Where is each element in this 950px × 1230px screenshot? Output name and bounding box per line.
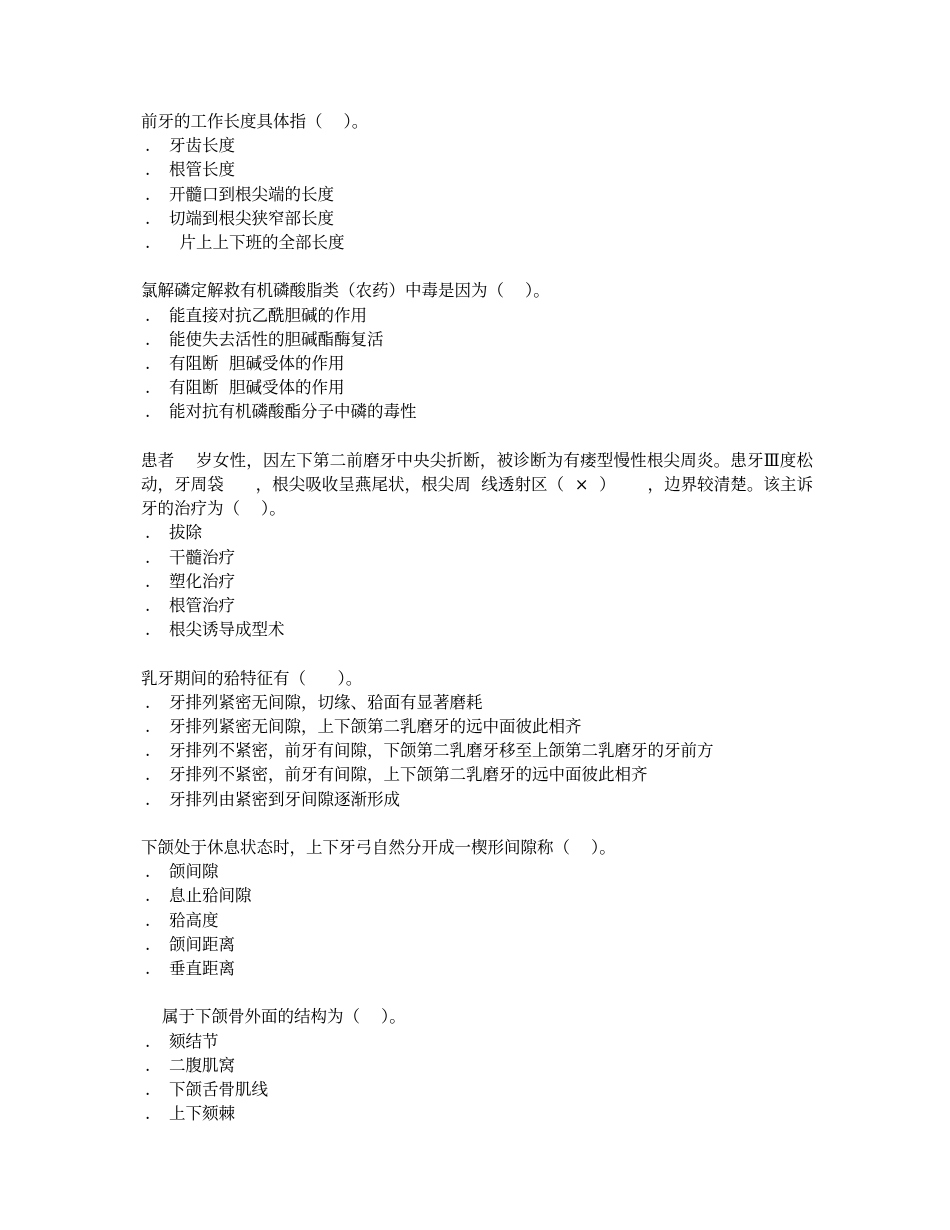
question-1 xyxy=(141,110,813,255)
option-c: . 下颌舌骨肌线 xyxy=(145,1080,268,1100)
question-stem: 前牙的工作长度具体指（ ）。 xyxy=(141,112,369,131)
option-text: 干髓治疗 xyxy=(169,547,235,567)
option-text: 颌间距离 xyxy=(169,934,235,954)
option-c: . 牙排列不紧密，前牙有间隙，下颌第二乳磨牙移至上颌第二乳磨牙的牙前方 xyxy=(145,741,714,761)
option-text: 能对抗有机磷酸酯分子中磷的毒性 xyxy=(169,402,417,422)
question-stem: 属于下颌骨外面的结构为（ ）。 xyxy=(141,1007,406,1027)
option-text: 牙排列不紧密，前牙有间隙，下颌第二乳磨牙移至上颌第二乳磨牙的牙前方 xyxy=(169,741,714,761)
option-text: 牙排列紧密无间隙，上下颌第二乳磨牙的远中面彼此相齐 xyxy=(169,717,582,737)
question-stem: 患者 岁女性，因左下第二前磨牙中央尖折断，被诊断为有瘘型慢性根尖周炎。患牙Ⅲ度松动，牙周袋 ，根尖吸收呈燕尾状，根尖周 线透射区（ × ） ，边界较清楚。该主诉牙的治疗为（ ）。 xyxy=(141,450,813,519)
question-stem: 乳牙期间的𬌗特征有（ ）。 xyxy=(141,668,363,688)
option-d: . 切端到根尖狭窄部长度 xyxy=(145,208,334,228)
option-d: . 根管治疗 xyxy=(145,596,235,616)
option-e: . 垂直距离 xyxy=(145,959,235,979)
option-text: 上下颏棘 xyxy=(169,1104,235,1124)
option-text: 牙齿长度 xyxy=(169,136,235,156)
option-text: 能使失去活性的胆碱酯酶复活 xyxy=(169,329,384,349)
option-text: 根管长度 xyxy=(169,160,235,180)
option-text: 二腹肌窝 xyxy=(169,1055,235,1075)
option-c: . 有阻断 胆碱受体的作用 xyxy=(145,354,345,374)
question-2 xyxy=(141,279,813,424)
option-b: . 能使失去活性的胆碱酯酶复活 xyxy=(145,329,384,349)
option-b: . 二腹肌窝 xyxy=(145,1055,235,1075)
option-a: . 颌间隙 xyxy=(145,862,219,882)
option-text: 牙排列不紧密，前牙有间隙，上下颌第二乳磨牙的远中面彼此相齐 xyxy=(169,765,648,785)
option-d: . 颌间距离 xyxy=(145,934,235,954)
option-c: . 𬌗高度 xyxy=(145,910,219,930)
option-text: 片上上下班的全部长度 xyxy=(169,233,345,253)
option-text: 根尖诱导成型术 xyxy=(169,620,285,640)
option-a: . 拔除 xyxy=(145,523,202,543)
option-text: 颌间隙 xyxy=(169,862,219,882)
option-text: 拔除 xyxy=(169,523,202,543)
option-a: . 能直接对抗乙酰胆碱的作用 xyxy=(145,305,367,325)
question-6 xyxy=(141,1005,813,1126)
option-c: . 开髓口到根尖端的长度 xyxy=(145,184,334,204)
option-e: . 能对抗有机磷酸酯分子中磷的毒性 xyxy=(145,402,417,422)
option-a: . 颏结节 xyxy=(145,1031,219,1051)
option-b: . 息止𬌗间隙 xyxy=(145,886,252,906)
option-b: . 牙排列紧密无间隙，上下颌第二乳磨牙的远中面彼此相齐 xyxy=(145,717,582,737)
option-text: 颏结节 xyxy=(169,1031,219,1051)
option-text: 有阻断 胆碱受体的作用 xyxy=(169,354,345,374)
option-text: 有阻断 胆碱受体的作用 xyxy=(169,378,345,398)
option-text: 𬌗高度 xyxy=(169,910,219,930)
option-text: 下颌舌骨肌线 xyxy=(169,1080,268,1100)
option-d: . 上下颏棘 xyxy=(145,1104,235,1124)
option-text: 开髓口到根尖端的长度 xyxy=(169,184,334,204)
option-a: . 牙齿长度 xyxy=(145,136,235,156)
option-text: 塑化治疗 xyxy=(169,571,235,591)
question-4 xyxy=(141,667,813,812)
option-e: . 片上上下班的全部长度 xyxy=(145,233,345,253)
option-text: 息止𬌗间隙 xyxy=(169,886,252,906)
option-e: . 牙排列由紧密到牙间隙逐渐形成 xyxy=(145,789,400,809)
option-a: . 牙排列紧密无间隙，切缘、𬌗面有显著磨耗 xyxy=(145,692,483,712)
question-5 xyxy=(141,836,813,981)
option-e: . 根尖诱导成型术 xyxy=(145,620,285,640)
option-b: . 干髓治疗 xyxy=(145,547,235,567)
question-stem: 下颌处于休息状态时，上下牙弓自然分开成一楔形间隙称（ ）。 xyxy=(141,838,616,858)
option-text: 根管治疗 xyxy=(169,596,235,616)
option-d: . 有阻断 胆碱受体的作用 xyxy=(145,378,345,398)
option-d: . 牙排列不紧密，前牙有间隙，上下颌第二乳磨牙的远中面彼此相齐 xyxy=(145,765,648,785)
option-text: 能直接对抗乙酰胆碱的作用 xyxy=(169,305,367,325)
question-list xyxy=(141,110,813,1151)
option-c: . 塑化治疗 xyxy=(145,571,235,591)
option-b: . 根管长度 xyxy=(145,160,235,180)
option-text: 切端到根尖狭窄部长度 xyxy=(169,208,334,228)
question-stem: 氯解磷定解救有机磷酸脂类（农药）中毒是因为（ ）。 xyxy=(141,281,550,301)
question-3 xyxy=(141,449,813,643)
option-text: 牙排列紧密无间隙，切缘、𬌗面有显著磨耗 xyxy=(169,692,483,712)
option-text: 牙排列由紧密到牙间隙逐渐形成 xyxy=(169,789,400,809)
option-text: 垂直距离 xyxy=(169,959,235,979)
